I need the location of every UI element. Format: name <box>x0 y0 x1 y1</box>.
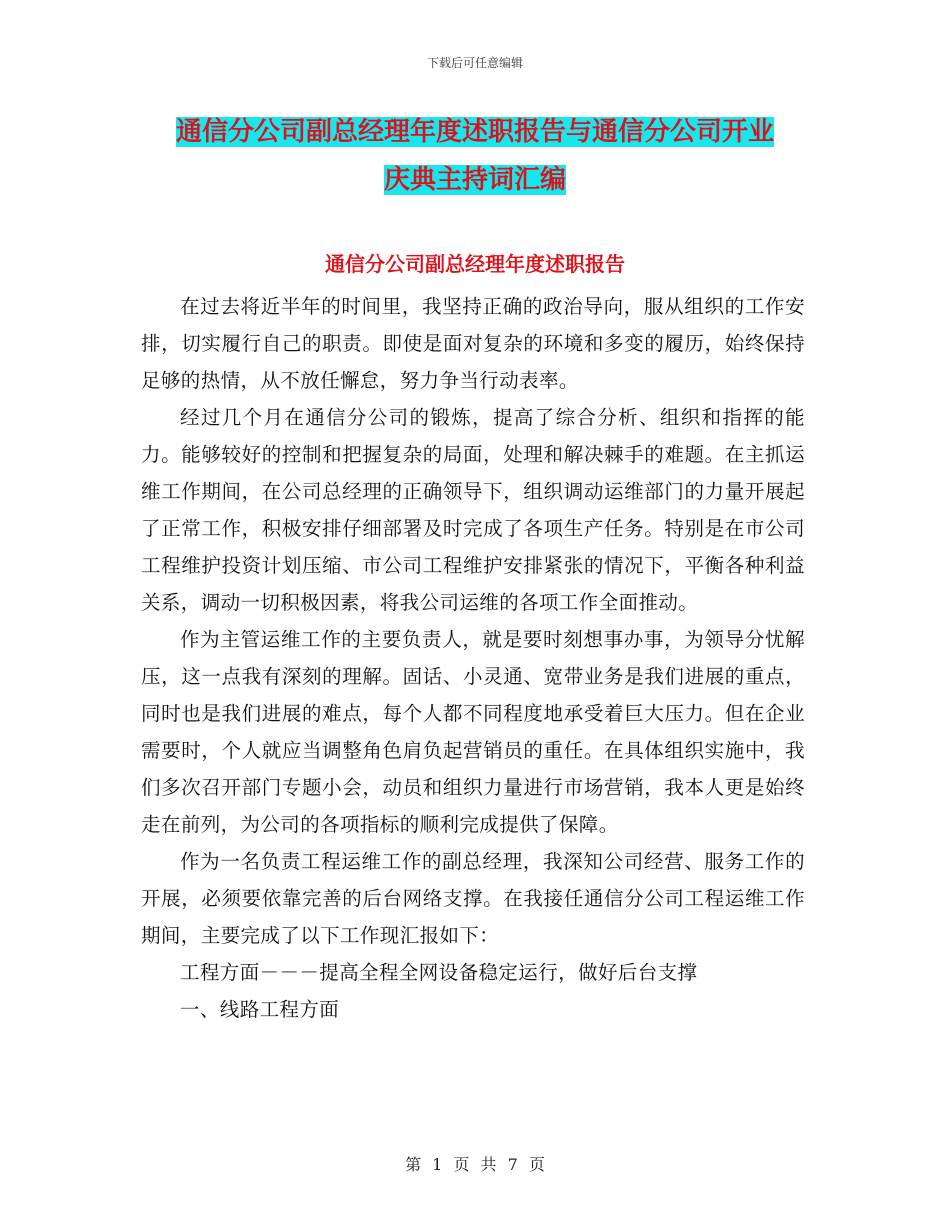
paragraph-4: 作为一名负责工程运维工作的副总经理，我深知公司经营、服务工作的开展，必须要依靠完善的后台网络支撑。在我接任通信分公司工程运维工作期间，主要完成了以下工作现汇报如下： <box>141 850 805 947</box>
body-text <box>141 288 805 1028</box>
paragraph-5: 工程方面－－－提高全程全网设备稳定运行，做好后台支撑 <box>180 961 698 984</box>
header-note: 下载后可任意编辑 <box>426 56 523 70</box>
document-title-line-2: 庆典主持词汇编 <box>383 165 566 195</box>
paragraph-1: 在过去将近半年的时间里，我坚持正确的政治导向，服从组织的工作安排，切实履行自己的职责。即使是面对复杂的环境和多变的履历，始终保持足够的热情，从不放任懈怠，努力争当行动表率。 <box>141 295 805 392</box>
page-footer: 第 1 页 共 7 页 <box>405 1155 545 1174</box>
paragraph-2: 经过几个月在通信分公司的锻炼，提高了综合分析、组织和指挥的能力。能够较好的控制和把握复杂的局面，处理和解决棘手的难题。在主抓运维工作期间，在公司总经理的正确领导下，组织调动运维部门的力量开展起了正常工作，积极安排仔细部署及时完成了各项生产任务。特别是在市公司工程维护投资计划压缩、市公司工程维护安排紧张的情况下，平衡各种利益关系，调动一切积极因素，将我公司运维的各项工作全面推动。 <box>141 406 805 614</box>
document-title-line-1: 通信分公司副总经理年度述职报告与通信分公司开业 <box>175 117 774 147</box>
paragraph-3: 作为主管运维工作的主要负责人，就是要时刻想事办事，为领导分忧解压，这一点我有深刻的理解。固话、小灵通、宽带业务是我们进展的重点，同时也是我们进展的难点，每个人都不同程度地承受着巨大压力。但在企业需要时，个人就应当调整角色肩负起营销员的重任。在具体组织实施中，我们多次召开部门专题小会，动员和组织力量进行市场营销，我本人更是始终走在前列，为公司的各项指标的顺利完成提供了保障。 <box>141 628 805 836</box>
paragraph-6: 一、线路工程方面 <box>180 998 340 1021</box>
document-title <box>120 108 830 204</box>
section-title: 通信分公司副总经理年度述职报告 <box>325 252 625 276</box>
